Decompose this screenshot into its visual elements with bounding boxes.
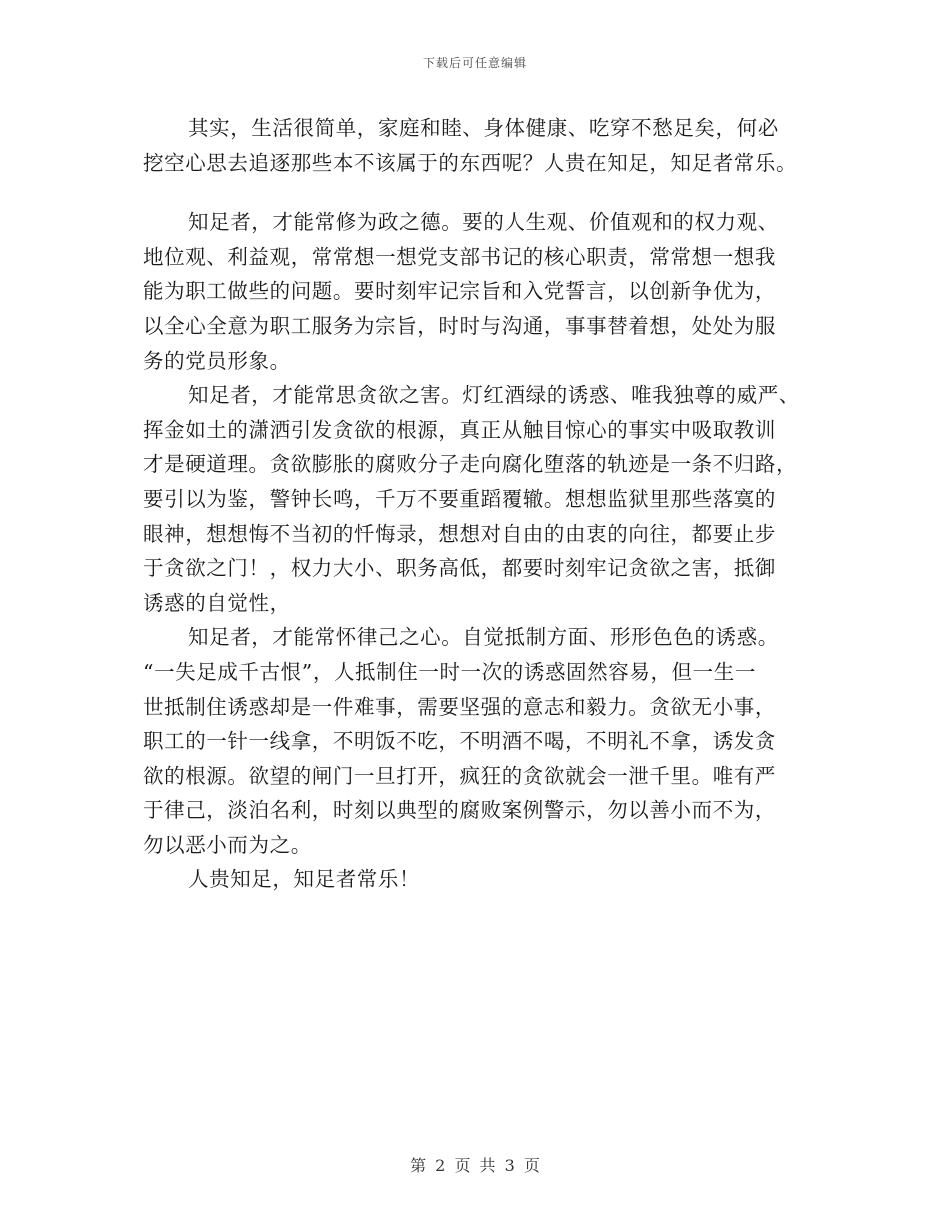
paragraph-line: 于贪欲之门！，权力大小、职务高低，都要时刻牢记贪欲之害，抵御 xyxy=(143,556,776,581)
page-number-footer: 第 2 页 共 3 页 xyxy=(410,1156,540,1175)
paragraph-line: 眼神，想想悔不当初的忏悔录，想想对自由的由衷的向往，都要止步 xyxy=(143,521,776,546)
paragraph-2 xyxy=(143,205,811,378)
page-header: 下载后可任意编辑 xyxy=(422,56,527,70)
paragraph-line: 挥金如土的潇洒引发贪欲的根源，真正从触目惊心的事实中吸取教训 xyxy=(143,417,776,442)
paragraph-line: 知足者，才能常思贪欲之害。灯红酒绿的诱惑、唯我独尊的威严、 xyxy=(188,383,800,408)
paragraph-line: 知足者，才能常怀律己之心。自觉抵制方面、形形色色的诱惑。 xyxy=(188,625,779,650)
paragraph-line: 人贵知足，知足者常乐！ xyxy=(188,867,421,892)
paragraph-line: “一失足成千古恨”，人抵制住一时一次的诱惑固然容易，但一生一 xyxy=(143,659,756,684)
paragraph-line: 其实，生活很简单，家庭和睦、身体健康、吃穿不愁足矣，何必 xyxy=(188,116,779,140)
paragraph-line: 欲的根源。欲望的闸门一旦打开，疯狂的贪欲就会一泄千里。唯有严 xyxy=(143,763,776,788)
paragraph-line: 地位观、利益观，常常想一想党支部书记的核心职责，常常想一想我 xyxy=(143,244,776,269)
paragraph-line: 勿以恶小而为之。 xyxy=(143,832,312,857)
paragraph-line: 才是硬道理。贪欲膨胀的腐败分子走向腐化堕落的轨迹是一条不归路， xyxy=(143,452,798,477)
paragraph-5 xyxy=(143,862,811,897)
paragraph-line: 挖空心思去追逐那些本不该属于的东西呢？人贵在知足，知足者常乐。 xyxy=(143,150,798,175)
paragraph-line: 诱惑的自觉性， xyxy=(143,590,291,615)
paragraph-line: 务的党员形象。 xyxy=(143,348,291,373)
paragraph-line: 能为职工做些的问题。要时刻牢记宗旨和入党誓言，以创新争优为， xyxy=(143,279,776,304)
paragraph-line: 以全心全意为职工服务为宗旨，时时与沟通，事事替着想，处处为服 xyxy=(143,313,776,338)
paragraph-line: 世抵制住诱惑却是一件难事，需要坚强的意志和毅力。贪欲无小事， xyxy=(143,694,776,719)
paragraph-line: 职工的一针一线拿，不明饭不吃，不明酒不喝，不明礼不拿，诱发贪 xyxy=(143,729,776,754)
paragraph-line: 于律己，淡泊名利，时刻以典型的腐败案例警示，勿以善小而不为， xyxy=(143,798,776,823)
paragraph-3 xyxy=(143,378,811,620)
paragraph-4 xyxy=(143,620,811,862)
paragraph-line: 要引以为鉴，警钟长鸣，千万不要重蹈覆辙。想想监狱里那些落寞的 xyxy=(143,486,776,511)
paragraph-1 xyxy=(143,111,811,180)
paragraph-line: 知足者，才能常修为政之德。要的人生观、价值观和的权力观、 xyxy=(188,210,779,235)
document-body xyxy=(143,111,811,897)
paragraph-gap xyxy=(143,180,811,205)
